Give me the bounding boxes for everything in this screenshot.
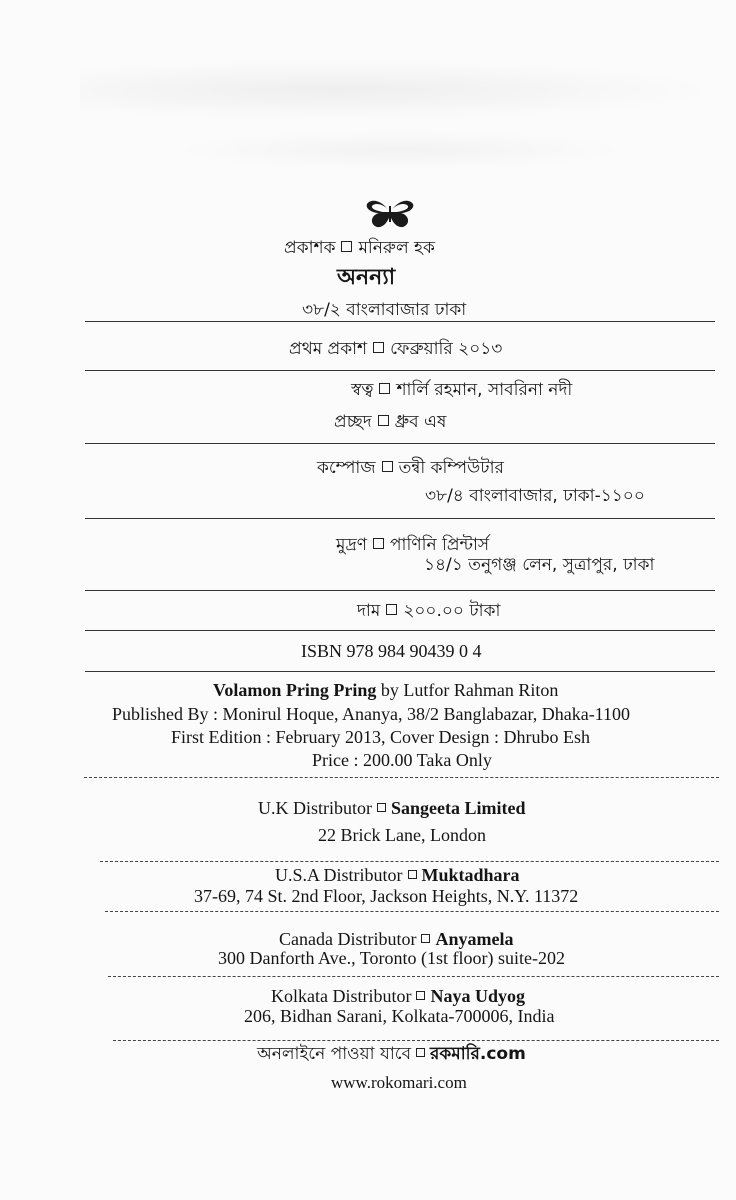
uk-distributor-line xyxy=(258,799,526,817)
price-line xyxy=(357,603,500,620)
compose-address: ৩৮/৪ বাংলাবাজার, ঢাকা-১১০০ xyxy=(425,486,645,506)
bleed-through-shadow xyxy=(80,60,720,120)
square-bullet-icon xyxy=(416,991,425,1000)
dashed-divider-5 xyxy=(113,1040,719,1041)
square-bullet-icon xyxy=(386,604,397,615)
english-price: Price : 200.00 Taka Only xyxy=(312,750,492,770)
copyright-value: শার্লি রহমান, সাবরিনা নদী xyxy=(396,380,573,400)
title-line xyxy=(213,681,558,699)
distributor-label: Kolkata Distributor xyxy=(271,986,412,1006)
distributor-name: Naya Udyog xyxy=(430,986,525,1006)
price-value: ২০০.০০ টাকা xyxy=(403,601,501,621)
divider-2 xyxy=(85,370,715,371)
publisher-line xyxy=(284,240,435,257)
publisher-name: মনিরুল হক xyxy=(358,238,435,258)
butterfly-logo-icon xyxy=(365,196,415,230)
press-name: অনন্যা xyxy=(337,265,396,290)
square-bullet-icon xyxy=(373,342,384,353)
distributor-name: Sangeeta Limited xyxy=(391,798,526,818)
copyright-label: স্বত্ব xyxy=(351,380,374,400)
usa-distributor-line xyxy=(275,866,520,884)
square-bullet-icon xyxy=(416,1048,425,1057)
square-bullet-icon xyxy=(379,383,390,394)
press-address: ৩৮/২ বাংলাবাজার ঢাকা xyxy=(302,300,467,320)
uk-distributor-address: 22 Brick Lane, London xyxy=(318,825,486,845)
print-value: পাণিনি প্রিন্টার্স xyxy=(390,535,490,555)
divider-4 xyxy=(85,518,715,519)
square-bullet-icon xyxy=(421,934,430,943)
distributor-label: U.K Distributor xyxy=(258,798,372,818)
usa-distributor-address: 37-69, 74 St. 2nd Floor, Jackson Heights, N.Y. 11372 xyxy=(194,886,579,906)
published-by: Published By : Monirul Hoque, Ananya, 38/2 Banglabazar, Dhaka-1100 xyxy=(112,704,631,724)
distributor-label: Canada Distributor xyxy=(279,929,417,949)
cover-label: প্রচ্ছদ xyxy=(334,412,372,432)
canada-distributor-address: 300 Danforth Ave., Toronto (1st floor) suite-202 xyxy=(218,948,566,968)
copyright-line xyxy=(351,382,572,399)
price-label: দাম xyxy=(357,601,381,621)
divider-1 xyxy=(85,321,715,322)
online-label: অনলাইনে পাওয়া যাবে xyxy=(257,1044,412,1064)
square-bullet-icon xyxy=(378,415,389,426)
divider-5 xyxy=(85,590,715,591)
square-bullet-icon xyxy=(382,461,393,472)
divider-6 xyxy=(85,630,715,631)
square-bullet-icon xyxy=(408,870,417,879)
distributor-name: Muktadhara xyxy=(421,865,520,885)
online-store-name: রকমারি.com xyxy=(430,1044,526,1064)
square-bullet-icon xyxy=(373,538,384,549)
kolkata-distributor-line xyxy=(271,987,525,1005)
cover-line xyxy=(334,414,446,431)
isbn: ISBN 978 984 90439 0 4 xyxy=(301,641,482,661)
distributor-label: U.S.A Distributor xyxy=(275,865,403,885)
print-line xyxy=(336,537,489,554)
publisher-label: প্রকাশক xyxy=(284,238,336,258)
dashed-divider-2 xyxy=(100,861,719,862)
byline: by Lutfor Rahman Riton xyxy=(376,680,559,700)
compose-label: কম্পোজ xyxy=(317,458,376,478)
compose-value: তন্বী কম্পিউটার xyxy=(398,458,504,478)
online-url: www.rokomari.com xyxy=(331,1073,467,1092)
edition: First Edition : February 2013, Cover Design : Dhrubo Esh xyxy=(171,727,590,747)
first-publication-line xyxy=(289,341,502,358)
bleed-through-shadow-2 xyxy=(170,130,630,170)
compose-line xyxy=(317,460,504,477)
divider-7 xyxy=(85,671,715,672)
online-line xyxy=(257,1046,526,1063)
first-pub-value: ফেব্রুয়ারি ২০১৩ xyxy=(390,339,503,359)
distributor-name: Anyamela xyxy=(435,929,514,949)
square-bullet-icon xyxy=(377,803,386,812)
first-pub-label: প্রথম প্রকাশ xyxy=(289,339,368,359)
cover-value: ধ্রুব এষ xyxy=(394,412,447,432)
square-bullet-icon xyxy=(341,241,352,252)
canada-distributor-line xyxy=(279,930,513,948)
kolkata-distributor-address: 206, Bidhan Sarani, Kolkata-700006, India xyxy=(244,1006,555,1026)
book-title: Volamon Pring Pring xyxy=(213,680,377,700)
dashed-divider-3 xyxy=(105,911,719,912)
divider-3 xyxy=(85,443,715,444)
dashed-divider-1 xyxy=(84,777,719,778)
print-label: মুদ্রণ xyxy=(336,535,368,555)
dashed-divider-4 xyxy=(108,976,719,977)
print-address: ১৪/১ তনুগঞ্জ লেন, সুত্রাপুর, ঢাকা xyxy=(424,555,655,575)
